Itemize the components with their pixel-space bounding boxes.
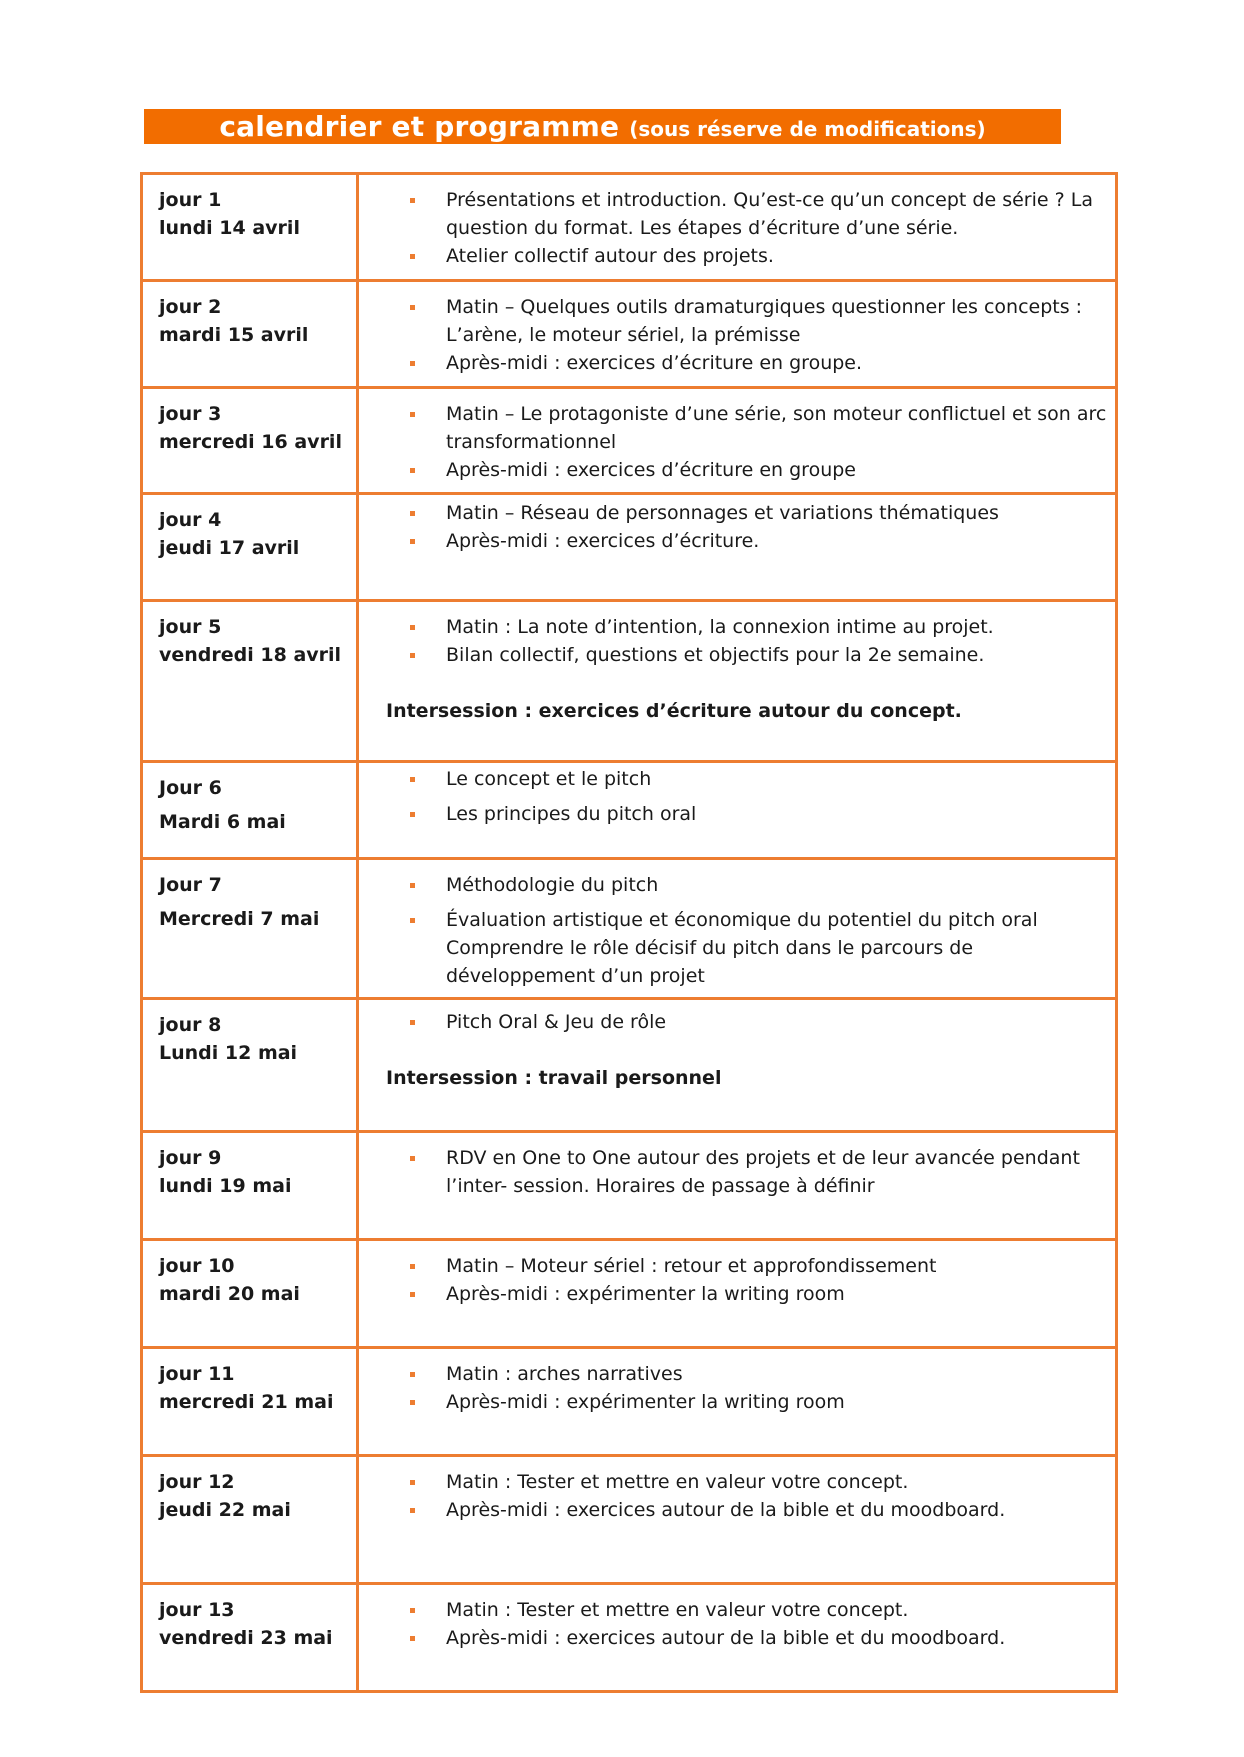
day-cell — [142, 1132, 358, 1240]
program-cell — [358, 494, 1117, 601]
day-date: mardi 15 avril — [159, 324, 309, 346]
day-label: jour 12 — [159, 1471, 235, 1493]
program-list — [386, 1008, 1111, 1036]
program-list — [386, 186, 1111, 270]
program-item: Matin : arches narratives — [386, 1360, 1111, 1388]
day-label: jour 1 — [159, 189, 222, 211]
program-item: Évaluation artistique et économique du potentiel du pitch oral Comprendre le rôle décisif du pitch dans le parcours de développement d’un projet — [386, 906, 1111, 990]
day-label: jour 10 — [159, 1255, 235, 1277]
program-list — [386, 871, 1111, 990]
day-cell — [142, 762, 358, 859]
day-date: jeudi 17 avril — [159, 537, 300, 559]
day-label: jour 13 — [159, 1599, 235, 1621]
page-subtitle: (sous réserve de modifications) — [629, 116, 986, 141]
day-date: vendredi 18 avril — [159, 644, 342, 666]
program-list — [386, 293, 1111, 377]
day-date: Mercredi 7 mai — [159, 908, 320, 930]
program-item: Après-midi : exercices d’écriture en groupe. — [386, 349, 1111, 377]
schedule-row — [142, 1456, 1117, 1584]
program-list — [386, 400, 1111, 484]
program-item: Matin – Réseau de personnages et variations thématiques — [386, 499, 1111, 527]
day-cell — [142, 999, 358, 1132]
schedule-row — [142, 1240, 1117, 1348]
day-date: mercredi 16 avril — [159, 431, 342, 453]
program-item: Après-midi : exercices d’écriture. — [386, 527, 1111, 555]
intersession-note: Intersession : travail personnel — [386, 1067, 722, 1089]
program-list — [386, 1360, 1111, 1416]
day-date: Mardi 6 mai — [159, 811, 286, 833]
program-list — [386, 1596, 1111, 1652]
page-title-banner — [144, 109, 1061, 144]
day-date: vendredi 23 mai — [159, 1627, 333, 1649]
day-date: mercredi 21 mai — [159, 1391, 334, 1413]
program-cell — [358, 1132, 1117, 1240]
program-list — [386, 765, 1111, 828]
day-label: jour 8 — [159, 1014, 222, 1036]
schedule-row — [142, 388, 1117, 494]
program-cell — [358, 762, 1117, 859]
schedule-row — [142, 762, 1117, 859]
day-label: jour 2 — [159, 296, 222, 318]
intersession-note: Intersession : exercices d’écriture autour du concept. — [386, 700, 962, 722]
schedule-table — [140, 172, 1118, 1693]
program-item: Matin – Moteur sériel : retour et approfondissement — [386, 1252, 1111, 1280]
day-cell — [142, 494, 358, 601]
day-label: jour 9 — [159, 1147, 222, 1169]
program-item: Après-midi : exercices autour de la bible et du moodboard. — [386, 1624, 1111, 1652]
day-label: Jour 7 — [159, 874, 222, 896]
day-label: jour 5 — [159, 616, 222, 638]
schedule-row — [142, 494, 1117, 601]
day-cell — [142, 1456, 358, 1584]
program-cell — [358, 859, 1117, 999]
day-cell — [142, 281, 358, 388]
day-date: Lundi 12 mai — [159, 1042, 298, 1064]
program-item: Le concept et le pitch — [386, 765, 1111, 793]
program-cell — [358, 999, 1117, 1132]
day-date: mardi 20 mai — [159, 1283, 300, 1305]
program-list — [386, 613, 1111, 669]
day-date: lundi 19 mai — [159, 1175, 292, 1197]
page-title: calendrier et programme — [219, 110, 620, 143]
program-item: Matin : Tester et mettre en valeur votre concept. — [386, 1468, 1111, 1496]
program-list — [386, 1468, 1111, 1524]
program-item: Après-midi : exercices autour de la bible et du moodboard. — [386, 1496, 1111, 1524]
schedule-row — [142, 999, 1117, 1132]
day-cell — [142, 1348, 358, 1456]
schedule-row — [142, 174, 1117, 281]
program-item: Bilan collectif, questions et objectifs pour la 2e semaine. — [386, 641, 1111, 669]
program-list — [386, 1252, 1111, 1308]
schedule-row — [142, 281, 1117, 388]
day-cell — [142, 859, 358, 999]
day-label: Jour 6 — [159, 777, 222, 799]
program-cell — [358, 1348, 1117, 1456]
day-label: jour 4 — [159, 509, 222, 531]
program-list — [386, 499, 1111, 555]
schedule-row — [142, 1348, 1117, 1456]
program-item: Après-midi : expérimenter la writing room — [386, 1280, 1111, 1308]
program-item: Matin : La note d’intention, la connexion intime au projet. — [386, 613, 1111, 641]
program-item: Matin – Le protagoniste d’une série, son moteur conflictuel et son arc transformationnel — [386, 400, 1111, 456]
program-item: Méthodologie du pitch — [386, 871, 1111, 899]
day-cell — [142, 601, 358, 762]
program-cell — [358, 174, 1117, 281]
day-cell — [142, 1240, 358, 1348]
program-item: Pitch Oral & Jeu de rôle — [386, 1008, 1111, 1036]
schedule-row — [142, 1132, 1117, 1240]
program-cell — [358, 601, 1117, 762]
program-item: Après-midi : exercices d’écriture en groupe — [386, 456, 1111, 484]
schedule-row — [142, 601, 1117, 762]
program-item: RDV en One to One autour des projets et de leur avancée pendant l’inter- session. Horaires de passage à définir — [386, 1144, 1111, 1200]
program-cell — [358, 281, 1117, 388]
program-cell — [358, 1240, 1117, 1348]
program-item: Présentations et introduction. Qu’est-ce qu’un concept de série ? La question du format. Les étapes d’écriture d’une série. — [386, 186, 1111, 242]
program-cell — [358, 1456, 1117, 1584]
program-cell — [358, 388, 1117, 494]
day-date: lundi 14 avril — [159, 217, 300, 239]
day-cell — [142, 388, 358, 494]
program-item: Matin – Quelques outils dramaturgiques questionner les concepts : L’arène, le moteur sériel, la prémisse — [386, 293, 1111, 349]
day-cell — [142, 1584, 358, 1692]
program-list — [386, 1144, 1111, 1200]
day-label: jour 11 — [159, 1363, 235, 1385]
schedule-row — [142, 1584, 1117, 1692]
program-item: Après-midi : expérimenter la writing room — [386, 1388, 1111, 1416]
day-cell — [142, 174, 358, 281]
program-item: Matin : Tester et mettre en valeur votre concept. — [386, 1596, 1111, 1624]
program-item: Les principes du pitch oral — [386, 800, 1111, 828]
day-date: jeudi 22 mai — [159, 1499, 291, 1521]
schedule-row — [142, 859, 1117, 999]
program-item: Atelier collectif autour des projets. — [386, 242, 1111, 270]
program-cell — [358, 1584, 1117, 1692]
day-label: jour 3 — [159, 403, 222, 425]
